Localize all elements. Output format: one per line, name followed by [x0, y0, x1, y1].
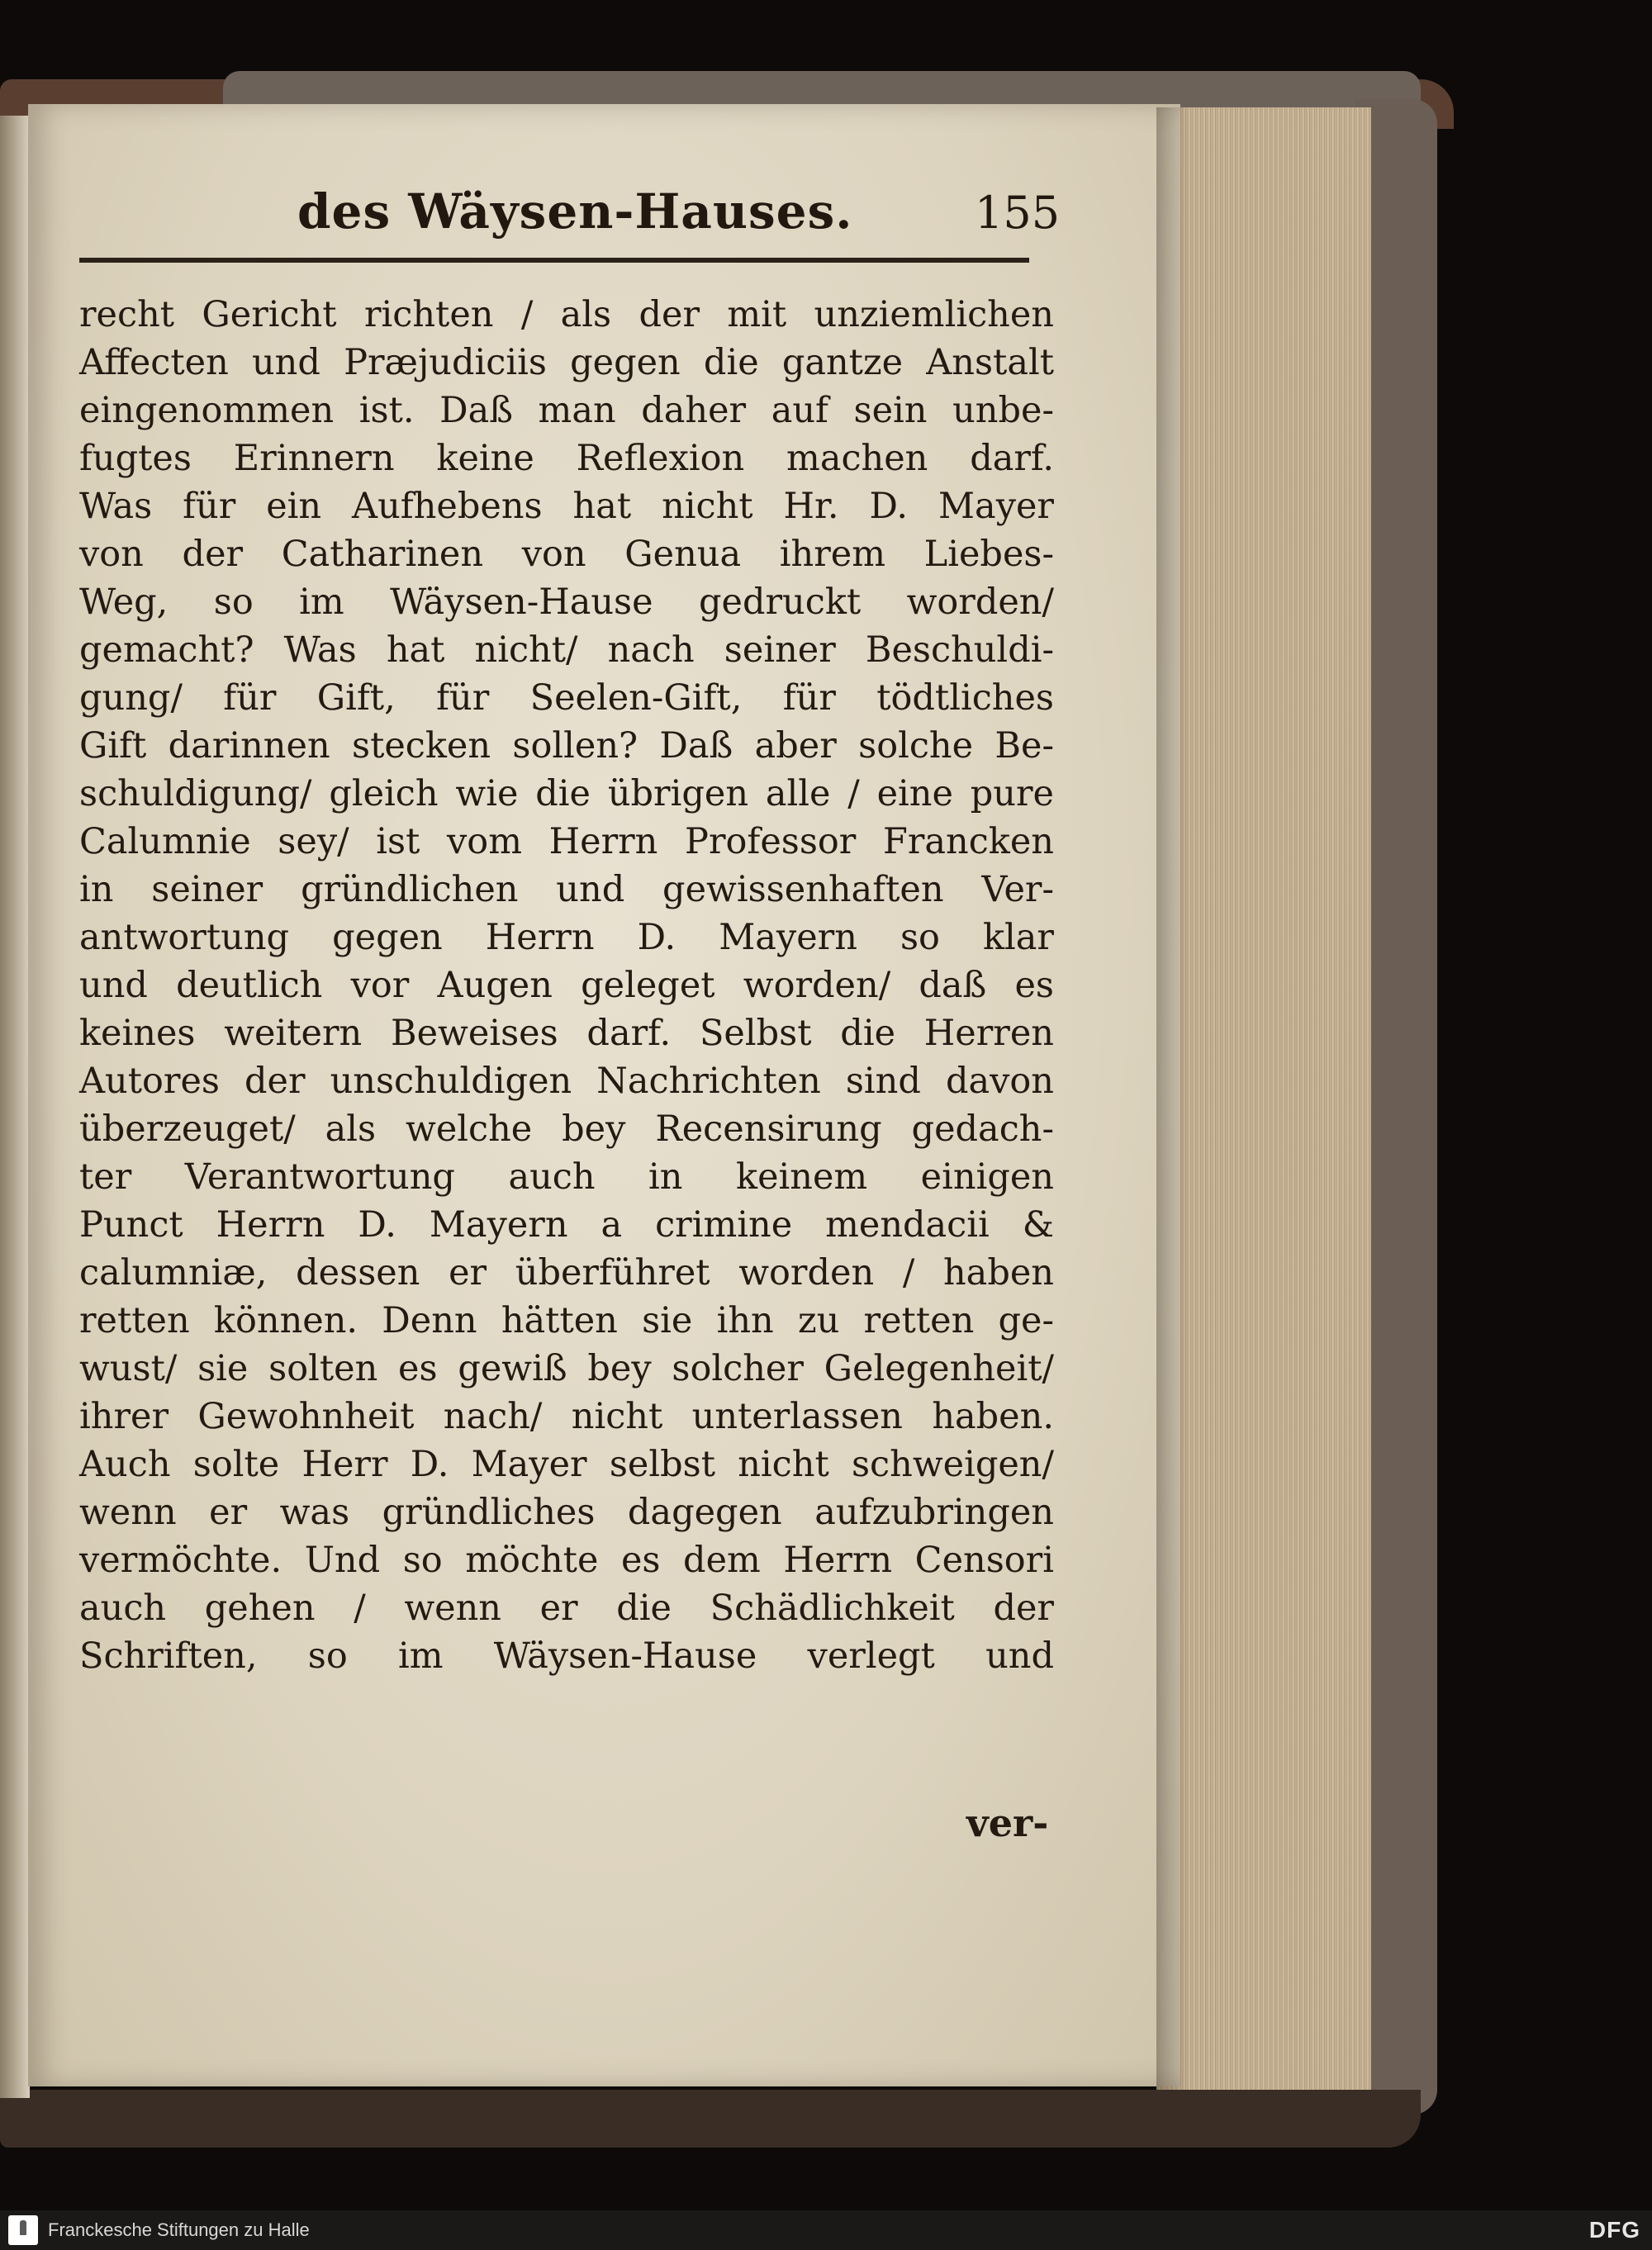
running-head: des Wäysen-Hauses.	[297, 183, 853, 240]
text-line: Schriften, so im Wäysen-Hause verlegt und	[79, 1635, 1054, 1677]
page-number: 155	[975, 187, 1061, 239]
text-line: recht Gericht richten / als der mit unziemlichen	[79, 294, 1054, 335]
text-line: und deutlich vor Augen geleget worden/ daß es	[79, 965, 1054, 1006]
text-line: fugtes Erinnern keine Reflexion machen darf.	[79, 438, 1054, 479]
text-line: ter Verantwortung auch in keinem einigen	[79, 1156, 1054, 1198]
facing-page-edge	[0, 116, 30, 2098]
viewer-footer	[0, 2210, 1652, 2250]
text-line: vermöchte. Und so möchte es dem Herrn Censori	[79, 1540, 1054, 1581]
text-line: retten können. Denn hätten sie ihn zu retten ge-	[79, 1300, 1054, 1341]
body-text	[79, 291, 1054, 1680]
text-line: keines weitern Beweises darf. Selbst die Herren	[79, 1013, 1054, 1054]
text-line: wenn er was gründliches dagegen aufzubringen	[79, 1492, 1054, 1533]
text-line: antwortung gegen Herrn D. Mayern so klar	[79, 917, 1054, 958]
text-line: auch gehen / wenn er die Schädlichkeit der	[79, 1588, 1054, 1629]
text-line: Weg, so im Wäysen-Hause gedruckt worden/	[79, 581, 1054, 623]
text-line: calumniæ, dessen er überführet worden / haben	[79, 1252, 1054, 1294]
text-line: gemacht? Was hat nicht/ nach seiner Beschuldi-	[79, 629, 1054, 671]
text-line: Was für ein Aufhebens hat nicht Hr. D. Mayer	[79, 486, 1054, 527]
text-line: Calumnie sey/ ist vom Herrn Professor Francken	[79, 821, 1054, 862]
text-line: gung/ für Gift, für Seelen-Gift, für tödtliches	[79, 677, 1054, 719]
text-line: überzeuget/ als welche bey Recensirung gedach-	[79, 1108, 1054, 1150]
page-header	[297, 183, 1061, 258]
text-line: Autores der unschuldigen Nachrichten sind davon	[79, 1061, 1054, 1102]
header-rule	[79, 258, 1029, 263]
text-line: Affecten und Præjudiciis gegen die gantze Anstalt	[79, 342, 1054, 383]
institution-logo-icon[interactable]	[8, 2215, 38, 2245]
catchword: ver-	[966, 1801, 1049, 1845]
page-gutter-shadow	[1156, 107, 1189, 2090]
text-line: Punct Herrn D. Mayern a crimine mendacii &	[79, 1204, 1054, 1246]
text-line: Auch solte Herr D. Mayer selbst nicht schweigen/	[79, 1444, 1054, 1485]
book-cover-bottom	[0, 2090, 1421, 2148]
text-line: ihrer Gewohnheit nach/ nicht unterlassen haben.	[79, 1396, 1054, 1437]
text-line: in seiner gründlichen und gewissenhaften Ver-	[79, 869, 1054, 910]
text-line: wust/ sie solten es gewiß bey solcher Gelegenheit/	[79, 1348, 1054, 1389]
logo-mark	[20, 2220, 26, 2235]
dfg-logo[interactable]: DFG	[1588, 2217, 1640, 2243]
text-line: eingenommen ist. Daß man daher auf sein unbe-	[79, 390, 1054, 431]
text-line: von der Catharinen von Genua ihrem Liebes-	[79, 534, 1054, 575]
institution-name[interactable]: Franckesche Stiftungen zu Halle	[48, 2219, 310, 2240]
text-line: schuldigung/ gleich wie die übrigen alle / eine pure	[79, 773, 1054, 814]
text-line: Gift darinnen stecken sollen? Daß aber solche Be-	[79, 725, 1054, 767]
